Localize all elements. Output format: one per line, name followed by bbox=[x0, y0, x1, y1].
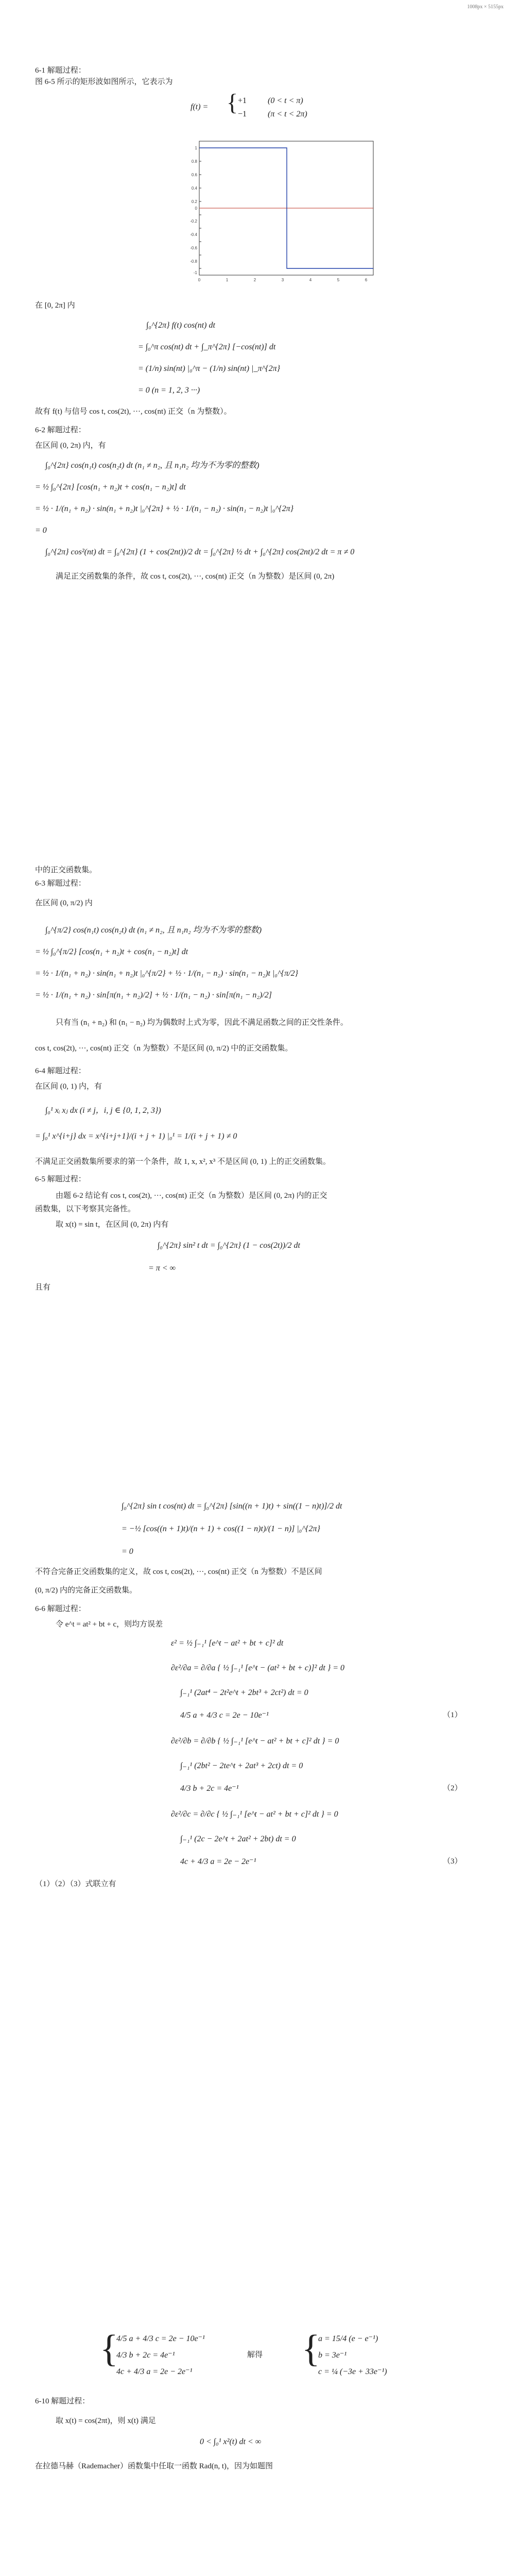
eq-6-6-line7: 4/3 b + 2c = 4e⁻¹ bbox=[180, 1784, 239, 1793]
eq-6-10-line1: 0 < ∫₀¹ x²(t) dt < ∞ bbox=[200, 2437, 262, 2446]
section-6-4-heading: 6-4 解题过程： bbox=[35, 1067, 86, 1075]
section-6-2-conclusion-cont: 中的正交函数集。 bbox=[35, 866, 97, 874]
equation-tag-1: （1） bbox=[443, 1711, 462, 1719]
svg-text:0.8: 0.8 bbox=[191, 159, 197, 164]
page-corner-label: 1008px × 5155px bbox=[467, 4, 504, 10]
eq-6-5-line3: ∫₀^{2π} sin t cos(nt) dt = ∫₀^{2π} [sin((n + 1)t) + sin((1 − n)t)]/2 dt bbox=[122, 1502, 342, 1511]
svg-text:0: 0 bbox=[195, 206, 197, 211]
eq-6-3-line3: = ½ · 1/(n₁ + n₂) · sin(n₁ + n₂)t |₀^{π/2} + ½ · 1/(n₁ − n₂) · sin(n₁ − n₂)t |₀^{π/2} bbox=[35, 969, 298, 978]
eq-6-2-line5: ∫₀^{2π} cos²(nt) dt = ∫₀^{2π} (1 + cos(2nt))/2 dt = ∫₀^{2π} ½ dt + ∫₀^{2π} cos(2nt)/2 dt = π ≠ 0 bbox=[45, 548, 355, 556]
eq-6-3-line1: ∫₀^{π/2} cos(n₁t) cos(n₂t) dt (n₁ ≠ n₂, 且 n₁n₂ 均为不为零的整数) bbox=[45, 926, 262, 935]
svg-text:4: 4 bbox=[309, 278, 312, 282]
svg-text:2: 2 bbox=[253, 278, 256, 282]
svg-text:0.4: 0.4 bbox=[191, 186, 197, 191]
eq-6-1-line2: = ∫₀^π cos(nt) dt + ∫_π^{2π} [−cos(nt)] dt bbox=[138, 343, 276, 351]
solution-left-brace: { bbox=[302, 2328, 320, 2370]
section-6-10-p2: 在拉德马赫（Rademacher）函数集中任取一函数 Rad(n, t)，因为如题图 bbox=[35, 2462, 273, 2470]
section-6-6-intro: 令 e^t = at² + bt + c，则均方误差 bbox=[56, 1620, 163, 1629]
piecewise-brace: { bbox=[227, 89, 238, 115]
system-eq-2: 4/3 b + 2c = 4e⁻¹ bbox=[116, 2351, 175, 2360]
y-axis-tick-labels bbox=[190, 146, 197, 275]
svg-text:0.2: 0.2 bbox=[191, 199, 197, 204]
section-6-2-interval: 在区间 (0, 2π) 内，有 bbox=[35, 442, 106, 450]
eq-6-1-line1: ∫₀^{2π} f(t) cos(nt) dt bbox=[146, 321, 215, 330]
section-6-6-heading: 6-6 解题过程： bbox=[35, 1605, 86, 1613]
eq-6-6-line8: ∂ε²/∂c = ∂/∂c { ½ ∫₋₁¹ [e^t − at² + bt + c]² dt } = 0 bbox=[171, 1810, 338, 1819]
eq-6-6-line3: ∫₋₁¹ (2at⁴ − 2t²e^t + 2bt³ + 2ct²) dt = 0 bbox=[180, 1688, 308, 1697]
section-6-4-conclusion: 不满足正交函数集所要求的第一个条件，故 1, x, x², x³ 不是区间 (0, 1) 上的正交函数集。 bbox=[35, 1158, 331, 1166]
eq-6-4-line2: = ∫₀¹ x^{i+j} dx = x^{i+j+1}/(i + j + 1) |₀¹ = 1/(i + j + 1) ≠ 0 bbox=[35, 1132, 237, 1141]
section-6-2-heading: 6-2 解题过程： bbox=[35, 426, 86, 434]
section-6-10-heading: 6-10 解题过程： bbox=[35, 2397, 90, 2405]
section-6-4-interval: 在区间 (0, 1) 内，有 bbox=[35, 1082, 102, 1091]
solution-c: c = ¼ (−3e + 33e⁻¹) bbox=[318, 2367, 387, 2376]
svg-text:-0.8: -0.8 bbox=[190, 259, 197, 264]
eq-6-6-line6: ∫₋₁¹ (2bt² − 2te^t + 2at³ + 2ct) dt = 0 bbox=[180, 1761, 303, 1770]
x-axis-tick-labels bbox=[198, 278, 368, 282]
solution-b: b = 3e⁻¹ bbox=[318, 2351, 347, 2360]
svg-text:-0.2: -0.2 bbox=[190, 219, 197, 224]
section-6-5-p3: 且有 bbox=[35, 1283, 51, 1292]
eq-6-5-line2: = π < ∞ bbox=[148, 1264, 176, 1273]
piecewise-case2-condition: (π < t < 2π) bbox=[268, 110, 307, 118]
section-6-1-conclusion: 故有 f(t) 与信号 cos t, cos(2t), ···, cos(nt) 正交（n 为整数）。 bbox=[35, 408, 232, 416]
eq-6-2-line4: = 0 bbox=[35, 526, 47, 535]
eq-6-1-line3: = (1/n) sin(nt) |₀^π − (1/n) sin(nt) |_π^{2π} bbox=[138, 364, 281, 373]
eq-6-3-line2: = ½ ∫₀^{π/2} [cos(n₁ + n₂)t + cos(n₁ − n₂)t] dt bbox=[35, 947, 188, 956]
section-6-1-interval: 在 [0, 2π] 内 bbox=[35, 301, 75, 310]
equation-tag-2: （2） bbox=[443, 1784, 462, 1792]
eq-6-1-line4: = 0 (n = 1, 2, 3 ···) bbox=[138, 386, 200, 395]
solve-label: 解得 bbox=[247, 2351, 263, 2359]
eq-6-5-line5: = 0 bbox=[122, 1547, 133, 1556]
system-left-brace: { bbox=[100, 2328, 118, 2370]
eq-6-4-line1: ∫₀¹ xᵢ xⱼ dx (i ≠ j，i, j ∈ {0, 1, 2, 3}) bbox=[45, 1106, 161, 1115]
svg-text:3: 3 bbox=[281, 278, 284, 282]
eq-6-2-line1: ∫₀^{2π} cos(n₁t) cos(n₂t) dt (n₁ ≠ n₂, 且 n₁n₂ 均为不为零的整数) bbox=[45, 461, 260, 470]
section-6-3-interval: 在区间 (0, π/2) 内 bbox=[35, 899, 93, 907]
section-6-3-conclusion: cos t, cos(2t), ···, cos(nt) 正交（n 为整数）不是区间 (0, π/2) 中的正交函数集。 bbox=[35, 1044, 293, 1053]
svg-text:1: 1 bbox=[226, 278, 229, 282]
eq-6-2-line2: = ½ ∫₀^{2π} [cos(n₁ + n₂)t + cos(n₁ − n₂)t] dt bbox=[35, 483, 186, 492]
svg-text:5: 5 bbox=[337, 278, 340, 282]
svg-text:1: 1 bbox=[195, 146, 197, 150]
section-6-5-heading: 6-5 解题过程： bbox=[35, 1175, 86, 1183]
eq-6-5-line4: = −½ [cos((n + 1)t)/(n + 1) + cos((1 − n)t)/(1 − n)] |₀^{2π} bbox=[122, 1524, 320, 1533]
section-6-3-note: 只有当 (n₁ + n₂) 和 (n₁ − n₂) 均为偶数时上式为零，因此不满足函数之间的正交性条件。 bbox=[56, 1019, 348, 1027]
eq-6-6-line2: ∂ε²/∂a = ∂/∂a { ½ ∫₋₁¹ [e^t − (at² + bt + c)]² dt } = 0 bbox=[171, 1664, 345, 1672]
section-6-5-p1: 由题 6-2 结论有 cos t, cos(2t), ···, cos(nt) 正交（n 为整数）是区间 (0, 2π) 内的正交 bbox=[56, 1192, 327, 1200]
eq-6-5-line1: ∫₀^{2π} sin² t dt = ∫₀^{2π} (1 − cos(2t))/2 dt bbox=[158, 1241, 300, 1250]
solution-a: a = 15/4 (e − e⁻¹) bbox=[318, 2334, 378, 2343]
piecewise-case1-value: +1 bbox=[238, 96, 247, 105]
svg-text:0.6: 0.6 bbox=[191, 173, 197, 177]
piecewise-case1-condition: (0 < t < π) bbox=[268, 96, 303, 105]
eq-6-6-line4: 4/5 a + 4/3 c = 2e − 10e⁻¹ bbox=[180, 1711, 269, 1720]
square-wave-figure bbox=[183, 136, 378, 289]
system-eq-1: 4/5 a + 4/3 c = 2e − 10e⁻¹ bbox=[116, 2334, 205, 2343]
section-6-5-conclusion-cont: (0, π/2) 内的完备正交函数集。 bbox=[35, 1586, 137, 1595]
svg-text:0: 0 bbox=[198, 278, 201, 282]
eq-6-3-line4: = ½ · 1/(n₁ + n₂) · sin[π(n₁ + n₂)/2] + ½ · 1/(n₁ − n₂) · sin[π(n₁ − n₂)/2] bbox=[35, 991, 272, 999]
section-6-1-intro: 图 6-5 所示的矩形波如图所示，它表示为 bbox=[35, 78, 173, 86]
section-6-3-heading: 6-3 解题过程： bbox=[35, 879, 86, 888]
system-eq-3: 4c + 4/3 a = 2e − 2e⁻¹ bbox=[116, 2367, 193, 2376]
eq-6-6-line5: ∂ε²/∂b = ∂/∂b { ½ ∫₋₁¹ [e^t − at² + bt + c]² dt } = 0 bbox=[171, 1737, 339, 1745]
svg-text:-1: -1 bbox=[193, 270, 197, 275]
section-6-5-p1-cont: 函数集，以下考察其完备性。 bbox=[35, 1205, 136, 1213]
eq-6-2-line3: = ½ · 1/(n₁ + n₂) · sin(n₁ + n₂)t |₀^{2π} + ½ · 1/(n₁ − n₂) · sin(n₁ − n₂)t |₀^{2π} bbox=[35, 504, 294, 513]
section-6-1-heading: 6-1 解题过程： bbox=[35, 66, 86, 75]
svg-text:6: 6 bbox=[365, 278, 368, 282]
svg-text:-0.6: -0.6 bbox=[190, 246, 197, 250]
equation-tag-3: （3） bbox=[443, 1857, 462, 1866]
section-6-5-conclusion: 不符合完备正交函数集的定义，故 cos t, cos(2t), ···, cos(nt) 正交（n 为整数）不是区间 bbox=[35, 1568, 322, 1576]
eq-6-6-line9: ∫₋₁¹ (2c − 2e^t + 2at² + 2bt) dt = 0 bbox=[180, 1835, 296, 1843]
eq-6-6-line1: ε² = ½ ∫₋₁¹ [e^t − at² + bt + c]² dt bbox=[171, 1639, 284, 1648]
section-6-10-p1: 取 x(t) = cos(2πt)，则 x(t) 满足 bbox=[56, 2417, 156, 2425]
section-6-2-conclusion: 满足正交函数集的条件，故 cos t, cos(2t), ···, cos(nt) 正交（n 为整数）是区间 (0, 2π) bbox=[56, 572, 335, 581]
section-6-6-conclusion: （1）（2）（3）式联立有 bbox=[35, 1880, 116, 1888]
svg-text:-0.4: -0.4 bbox=[190, 232, 197, 237]
piecewise-lhs: f(t) = bbox=[191, 103, 209, 111]
eq-6-6-line10: 4c + 4/3 a = 2e − 2e⁻¹ bbox=[180, 1857, 256, 1866]
piecewise-case2-value: −1 bbox=[238, 110, 247, 118]
section-6-5-p2: 取 x(t) = sin t，在区间 (0, 2π) 内有 bbox=[56, 1221, 169, 1229]
